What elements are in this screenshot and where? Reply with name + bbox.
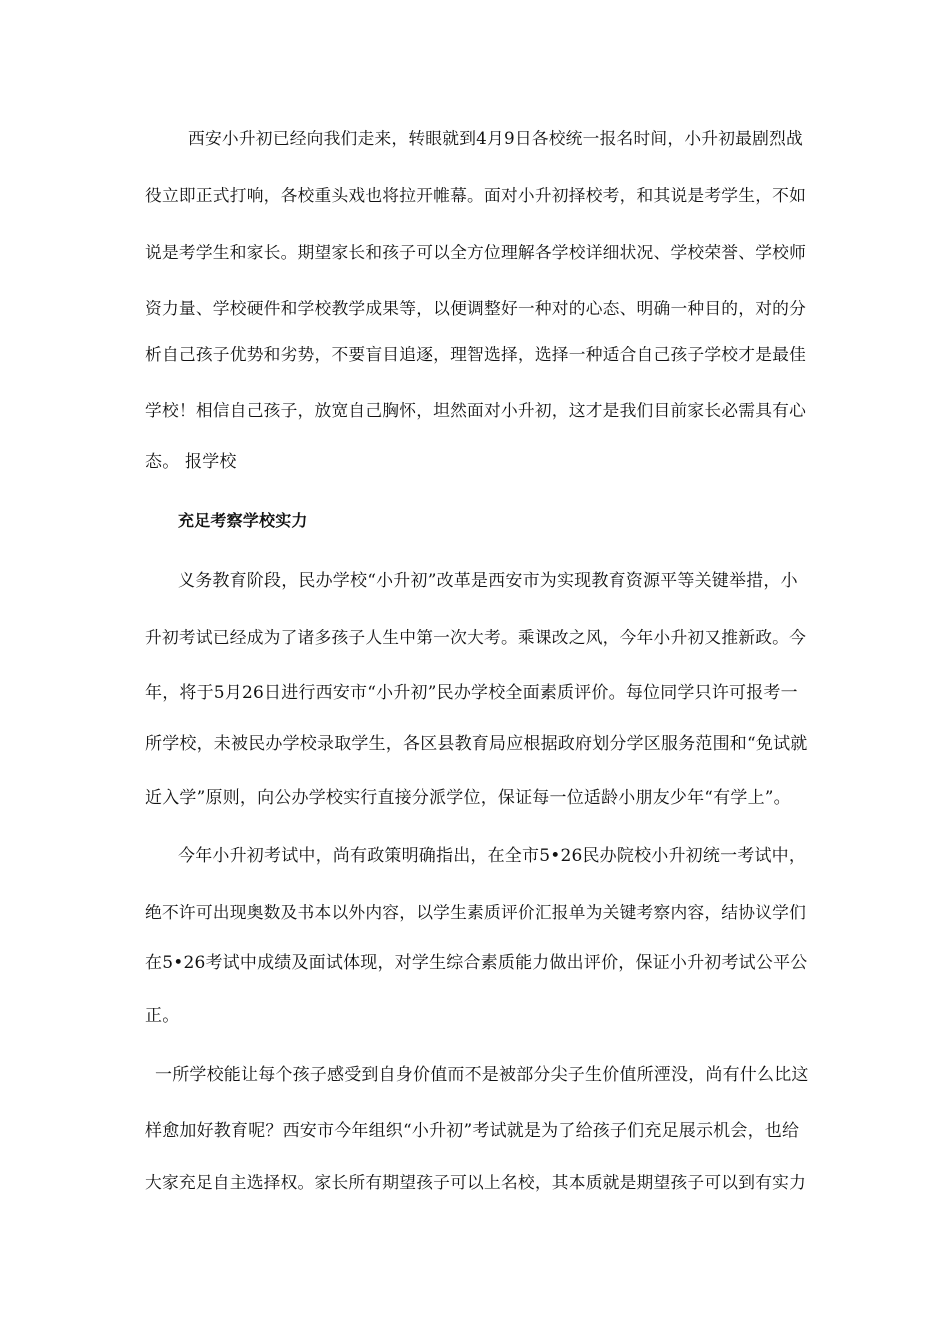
- paragraph-3-line-4: 正。: [145, 1006, 180, 1026]
- paragraph-4-line-2: 样愈加好教育呢？西安市今年组织“小升初”考试就是为了给孩子们充足展示机会，也给: [145, 1121, 800, 1141]
- paragraph-3-line-3: 在5•26考试中成绩及面试体现，对学生综合素质能力做出评价，保证小升初考试公平公: [145, 953, 808, 973]
- paragraph-1-line-3: 说是考学生和家长。期望家长和孩子可以全方位理解各学校详细状况、学校荣誉、学校师: [145, 242, 807, 262]
- paragraph-1-line-6: 学校！相信自己孩子，放宽自己胸怀，坦然面对小升初，这才是我们目前家长必需具有心: [145, 400, 807, 420]
- paragraph-2-line-5: 近入学”原则，向公办学校实行直接分派学位，保证每一位适龄小朋友少年“有学上”。: [145, 788, 791, 808]
- paragraph-3-line-1: 今年小升初考试中，尚有政策明确指出，在全市5•26民办院校小升初统一考试中，: [178, 846, 807, 866]
- section-heading: 充足考察学校实力: [178, 511, 308, 530]
- paragraph-2-line-3: 年，将于5月26日进行西安市“小升初”民办学校全面素质评价。每位同学只许可报考一: [145, 683, 798, 703]
- paragraph-1-line-4: 资力量、学校硬件和学校教学成果等，以便调整好一种对的心态、明确一种目的，对的分: [145, 298, 807, 318]
- paragraph-1-line-7: 态。 报学校: [145, 452, 237, 472]
- paragraph-2-line-4: 所学校，未被民办学校录取学生，各区县教育局应根据政府划分学区服务范围和“免试就: [145, 734, 808, 754]
- paragraph-1-line-1: 西安小升初已经向我们走来，转眼就到4月9日各校统一报名时间，小升初最剧烈战: [188, 128, 803, 148]
- paragraph-3-line-2: 绝不许可出现奥数及书本以外内容，以学生素质评价汇报单为关键考察内容，结协议学们: [145, 902, 807, 922]
- paragraph-4-line-3: 大家充足自主选择权。家长所有期望孩子可以上名校，其本质就是期望孩子可以到有实力: [145, 1172, 807, 1192]
- paragraph-2-line-1: 义务教育阶段，民办学校“小升初”改革是西安市为实现教育资源平等关键举措，小: [178, 571, 798, 591]
- paragraph-1-line-2: 役立即正式打响，各校重头戏也将拉开帷幕。面对小升初择校考，和其说是考学生，不如: [145, 185, 807, 205]
- paragraph-4-line-1: 一所学校能让每个孩子感受到自身价值而不是被部分尖子生价值所湮没，尚有什么比这: [155, 1065, 809, 1085]
- paragraph-1-line-5: 析自己孩子优势和劣势，不要盲目追逐，理智选择，选择一种适合自己孩子学校才是最佳: [145, 344, 807, 364]
- paragraph-2-line-2: 升初考试已经成为了诸多孩子人生中第一次大考。乘课改之风，今年小升初又推新政。今: [145, 627, 807, 647]
